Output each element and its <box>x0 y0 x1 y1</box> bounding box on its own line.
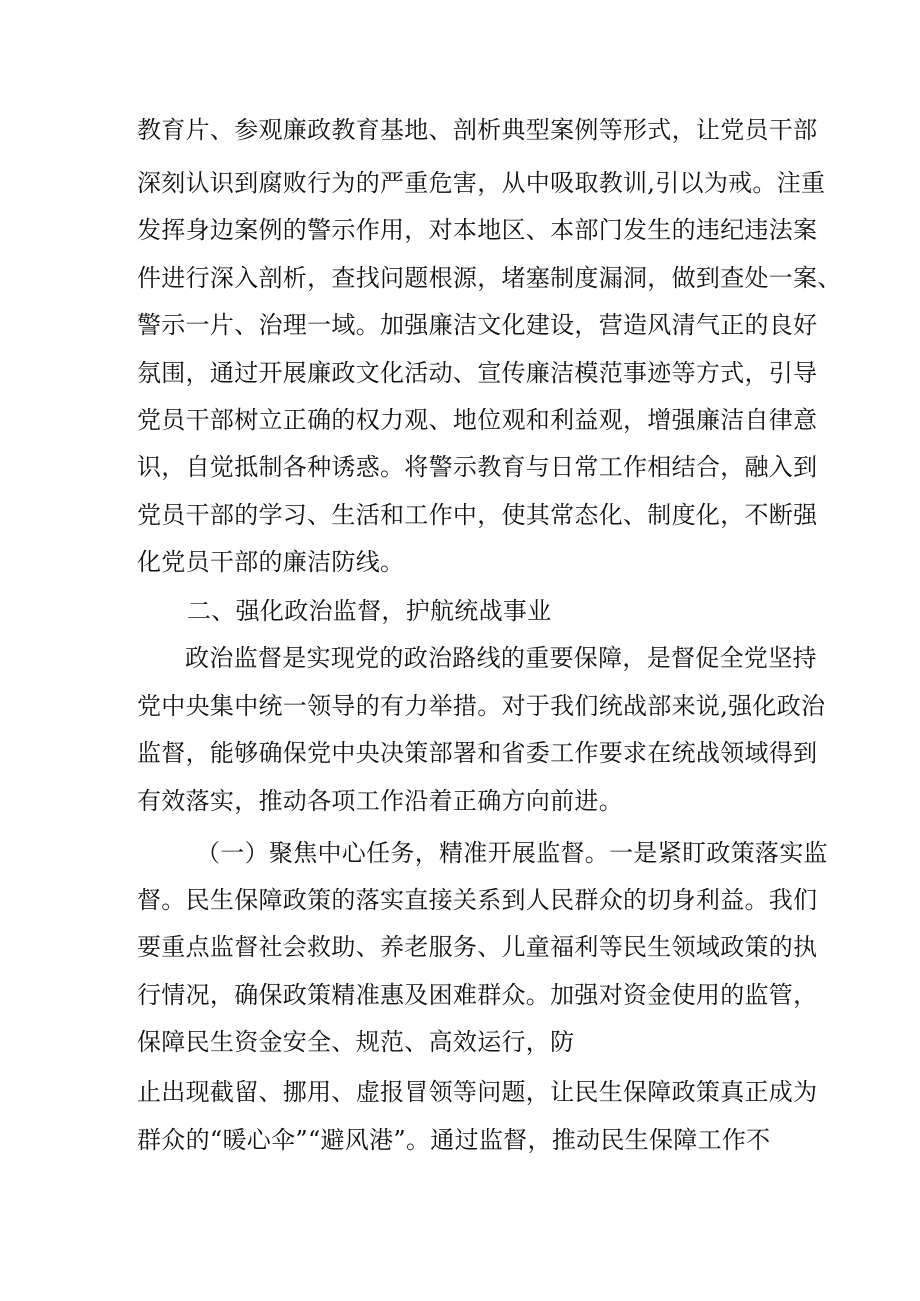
text-line: 氛围，通过开展廉政文化活动、宣传廉洁模范事迹等方式，引导 <box>137 359 818 387</box>
text-line: 止出现截留、挪用、虚报冒领等问题，让民生保障政策真正成为 <box>137 1078 818 1106</box>
paragraph-first-line: 政治监督是实现党的政治路线的重要保障，是督促全党坚持 <box>185 644 817 672</box>
text-line: 群众的“暖心伞”“避风港”。通过监督，推动民生保障工作不 <box>137 1126 771 1154</box>
text-line: 警示一片、治理一域。加强廉洁文化建设，营造风清气正的良好 <box>137 311 818 339</box>
text-line: 深刻认识到腐败行为的严重危害，从中吸取教训,引以为戒。注重 <box>137 169 826 197</box>
section-heading: 二、强化政治监督，护航统战事业 <box>187 597 552 625</box>
text-line: 发挥身边案例的警示作用，对本地区、本部门发生的违纪违法案 <box>137 216 818 244</box>
text-line: 党中央集中统一领导的有力举措。对于我们统战部来说,强化政治 <box>137 692 826 720</box>
text-line: 要重点监督社会救助、养老服务、儿童福利等民生领域政策的执 <box>137 933 818 961</box>
text-line: 保障民生资金安全、规范、高效运行，防 <box>137 1028 575 1056</box>
text-line: 党员干部的学习、生活和工作中，使其常态化、制度化，不断强 <box>137 501 818 529</box>
subsection-first-line: （一）聚焦中心任务，精准开展监督。一是紧盯政策落实监 <box>196 839 828 867</box>
text-line: 监督，能够确保党中央决策部署和省委工作要求在统战领域得到 <box>137 739 818 767</box>
text-line: 识，自觉抵制各种诱惑。将警示教育与日常工作相结合，融入到 <box>137 453 818 481</box>
text-line: 件进行深入剖析，查找问题根源，堵塞制度漏洞，做到查处一案、 <box>137 264 842 292</box>
text-line: 行情况，确保政策精准惠及困难群众。加强对资金使用的监管， <box>137 981 818 1009</box>
text-line: 党员干部树立正确的权力观、地位观和利益观，增强廉洁自律意 <box>137 406 818 434</box>
text-line: 督。民生保障政策的落实直接关系到人民群众的切身利益。我们 <box>137 886 818 914</box>
text-line: 化党员干部的廉洁防线。 <box>137 548 405 576</box>
text-line: 有效落实，推动各项工作沿着正确方向前进。 <box>137 787 623 815</box>
text-line: 教育片、参观廉政教育基地、剖析典型案例等形式，让党员干部 <box>137 116 818 144</box>
